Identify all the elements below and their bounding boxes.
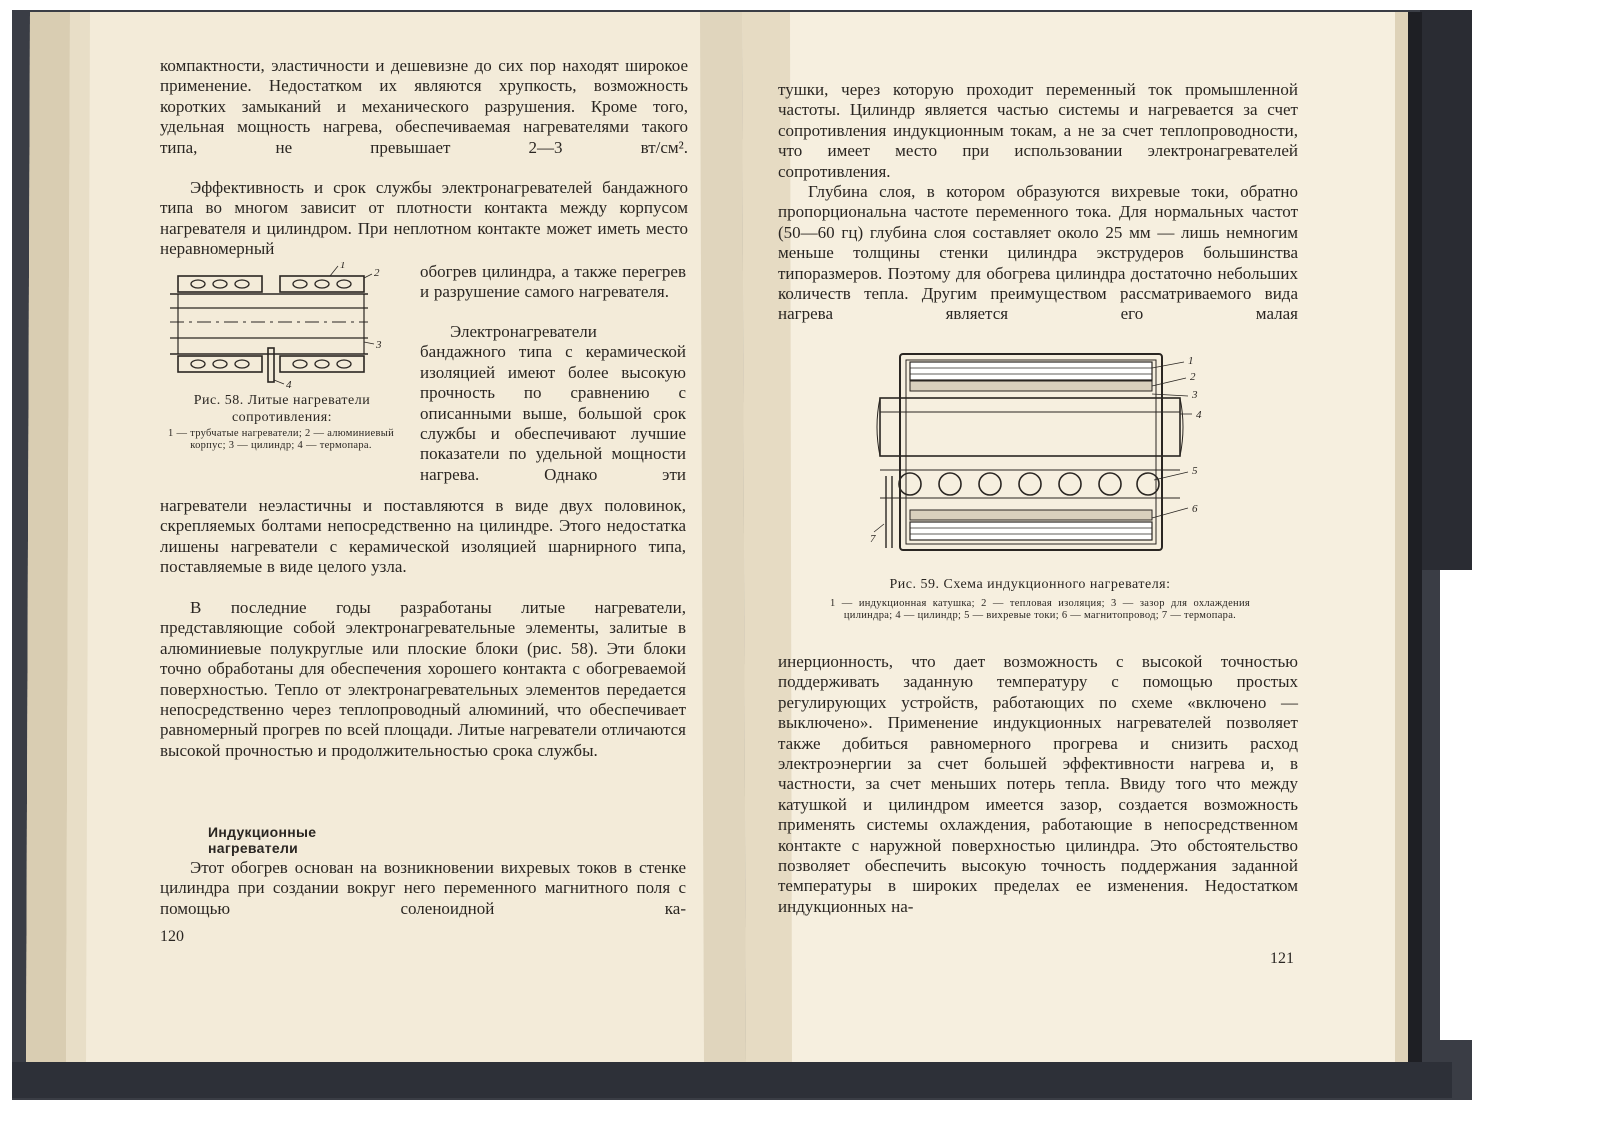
figure-58-cast-heaters — [158, 262, 408, 392]
fig58-label-1: 1 — [340, 262, 346, 271]
fig58-label-3: 3 — [376, 339, 382, 351]
fig59-label-3: 3 — [1192, 389, 1198, 401]
paragraph-continued: компактности, эластичности и дешевизне до сих пор находят широкое применение. Недостатком их являются хрупкость, возможность коротких замыканий и механического разрушения. Кроме того, удельная мощность нагрева, обеспечиваемая нагревателями такого типа, не превышает 2—3 вт/см². — [160, 56, 688, 157]
paragraph-induction-intro: Этот обогрев основан на возникновении вихревых токов в стенке цилиндра при создании вокруг него переменного магнитного поля с помощью соленоидной ка- — [160, 858, 686, 918]
figure-59-caption-title: Рис. 59. Схема индукционного нагревателя: — [889, 577, 1171, 592]
fig59-label-4: 4 — [1196, 409, 1202, 421]
fig59-label-1: 1 — [1188, 355, 1194, 367]
figure-59-caption-legend: 1 — индукционная катушка; 2 — тепловая изоляция; 3 — зазор для охлаждения цилиндра; 4 — цилиндр; 5 — вихревые токи; 6 — магнитопровод; 7 — термопара. — [830, 598, 1250, 621]
paragraph-ceramic-continued: нагреватели неэластичны и поставляются в виде двух половинок, скрепляемых болтами непосредственно на цилиндре. Этого недостатка лишены нагреватели с керамической изоляцией шарнирного типа, поставляемые в виде целого узла. — [160, 496, 686, 577]
fig59-label-2: 2 — [1190, 371, 1196, 383]
paragraph-ceramic-intro: Электронагреватели бандажного типа с керамической изоляцией имеют более высокую прочность по сравнению с описанными выше, большой срок службы и обеспечивают лучшие показатели по удельной мощности нагрева. Однако эти — [420, 322, 686, 484]
figure-58-caption-legend: 1 — трубчатые нагреватели; 2 — алюминиевый корпус; 3 — цилиндр; 4 — термопара. — [168, 428, 394, 451]
paragraph-bandage-intro: Эффективность и срок службы электронагревателей бандажного типа во многом зависит от плотности контакта между корпусом нагревателя и цилиндром. При неплотном контакте может иметь место неравномерный — [160, 178, 688, 259]
fig58-label-2: 2 — [374, 267, 380, 279]
page-number-left: 120 — [160, 928, 184, 945]
paragraph-induction-continued: тушки, через которую проходит переменный ток промышленной частоты. Цилиндр является частью системы и нагревается за счет сопротивления индукционным токам, а не за счет теплопроводности, что имеет место при использовании электронагревателей сопротивления. — [778, 80, 1298, 181]
page-number-right: 121 — [1270, 950, 1294, 967]
paragraph-low-inertia: инерционность, что дает возможность с высокой точностью поддерживать заданную температуру с помощью простых регулирующих устройств, работающих по схеме «включено — выключено». Применение индукционных нагревателей позволяет также добиться равномерного прогрева и снизить расход электроэнергии за счет большей эффективности нагрева и, в частности, за счет меньших потерь тепла. Ввиду того что между катушкой и цилиндром имеется зазор, создается возможность применять системы охлаждения, работающие в непосредственном контакте с наружной поверхностью цилиндра. Это обстоятельство позволяет обеспечить высокую точность поддержания заданной температуры в широких пределах ее изменения. Недостатком индукционных на- — [778, 652, 1298, 916]
fig59-label-5: 5 — [1192, 465, 1198, 477]
fig59-label-6: 6 — [1192, 503, 1198, 515]
fig59-label-7: 7 — [870, 533, 876, 545]
section-heading-induction: Индукционные нагреватели — [208, 824, 317, 856]
figure-58-caption-title: Рис. 58. Литые нагреватели сопротивления: — [193, 393, 371, 425]
fig58-label-4: 4 — [286, 379, 292, 391]
paragraph-layer-depth: Глубина слоя, в котором образуются вихревые токи, обратно пропорциональна частоте переменного тока. Для нормальных частот (50—60 гц) глубина слоя составляет около 25 мм — лишь немногим меньше толщины стенки цилиндра экструдеров большинства типоразмеров. Поэтому для обогрева цилиндра достаточно небольших количеств тепла. Другим преимуществом рассматриваемого вида нагрева является его малая — [778, 182, 1298, 324]
paragraph-cast-heaters: В последние годы разработаны литые нагреватели, представляющие собой электронагревательные элементы, залитые в алюминиевые полукруглые или плоские блоки (рис. 58). Эти блоки точно обработаны для обеспечения хорошего контакта с обогреваемой поверхностью. Тепло от электронагревательных элементов передается непосредственно через теплопроводный алюминий, что обеспечивает равномерный прогрев по всей площади. Литые нагреватели отличаются высокой прочностью и продолжительностью срока службы. — [160, 598, 686, 760]
paragraph-bandage-continued: обогрев цилиндра, а также перегрев и разрушение самого нагревателя. — [420, 262, 686, 302]
figure-59-induction-heater — [870, 348, 1220, 558]
